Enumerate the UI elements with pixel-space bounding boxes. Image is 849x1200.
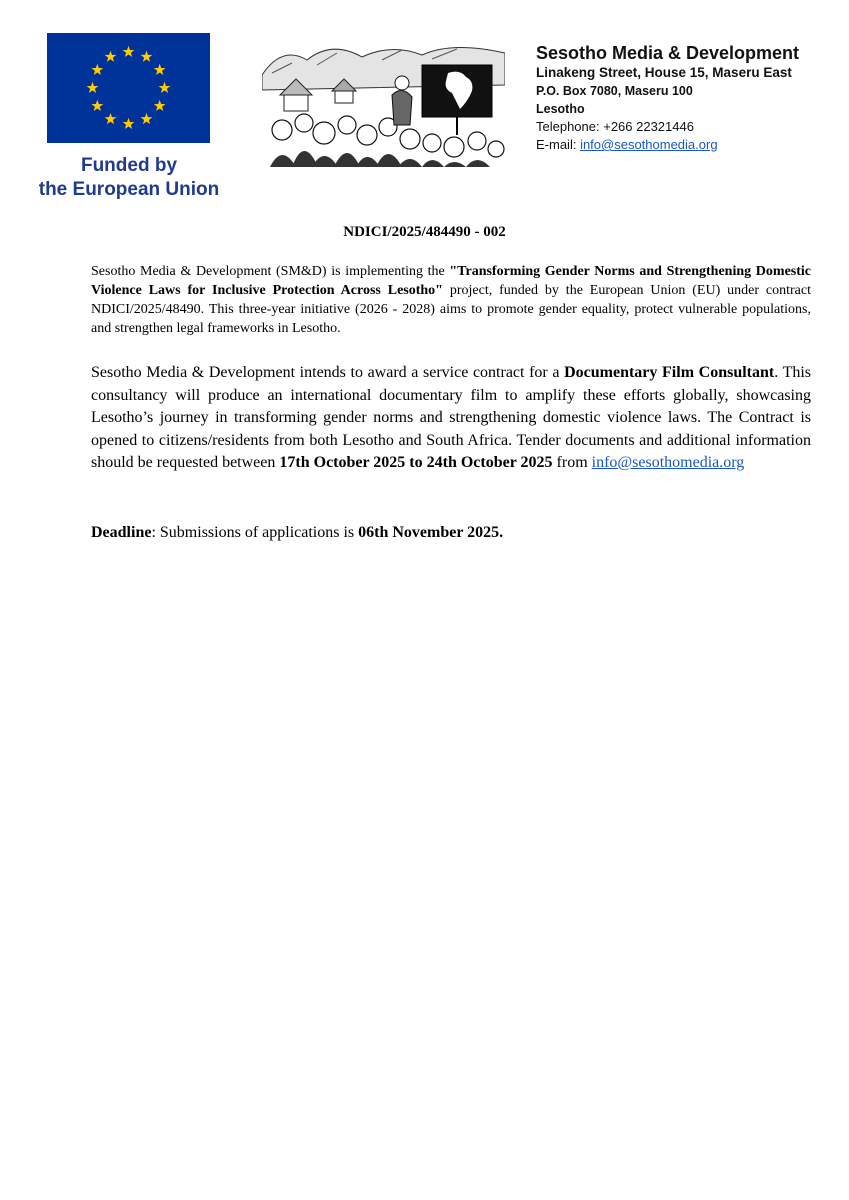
- contract-text-a: Sesotho Media & Development intends to award a service contract for a: [91, 364, 565, 381]
- eu-flag-icon: [47, 33, 210, 143]
- community-illustration-icon: [262, 35, 505, 167]
- eu-logo: [47, 33, 210, 143]
- contract-text-b: . This consultancy will produce an international documentary film to amplify these efforts globally, showcasing Lesotho’s journey in transforming gender norms and strengthening domestic violence laws. The Contract is opened to citizens/residents from both Lesotho and South Africa. Tender documents and additional information should be requested between: [91, 364, 812, 471]
- contract-paragraph: [91, 362, 811, 475]
- deadline-text: : Submissions of applications is: [151, 524, 359, 541]
- contract-email-link[interactable]: info@sesothomedia.org: [591, 454, 745, 471]
- project-title: "Transforming Gender Norms and Strengthening Domestic Violence Laws for Inclusive Protection Across Lesotho": [91, 264, 811, 298]
- org-email-link[interactable]: info@sesothomedia.org: [580, 137, 718, 152]
- reference-number: NDICI/2025/484490 - 002: [343, 224, 506, 240]
- consultant-role: Documentary Film Consultant: [564, 364, 775, 381]
- deadline-date: 06th November 2025.: [358, 524, 504, 541]
- intro-text-b: project, funded by the European Union (EU) under contract NDICI/2025/48490. This three-year initiative (2026 - 2028) aims to promote gender equality, protect vulnerable populations, and strengthen legal frameworks in Lesotho.: [91, 283, 811, 336]
- funded-by-line1: Funded by: [80, 155, 178, 176]
- org-address-country: Lesotho: [536, 102, 585, 116]
- organization-contact: [536, 42, 836, 154]
- org-email-label: E-mail:: [536, 137, 581, 152]
- org-address-street: Linakeng Street, House 15, Maseru East: [536, 65, 792, 80]
- org-phone: Telephone: +266 22321446: [536, 119, 694, 134]
- org-address-pobox: P.O. Box 7080, Maseru 100: [536, 84, 693, 98]
- intro-paragraph: [91, 262, 811, 338]
- request-date-range: 17th October 2025 to 24th October 2025: [279, 454, 553, 471]
- org-name: Sesotho Media & Development: [536, 43, 800, 63]
- funded-by-caption: [24, 154, 234, 202]
- contract-text-c: from: [552, 454, 592, 471]
- deadline-paragraph: [91, 522, 811, 544]
- org-email-row: [536, 136, 836, 154]
- funded-by-line2: the European Union: [38, 179, 220, 200]
- deadline-label: Deadline: [91, 524, 152, 541]
- intro-text-a: Sesotho Media & Development (SM&D) is implementing the: [91, 264, 450, 279]
